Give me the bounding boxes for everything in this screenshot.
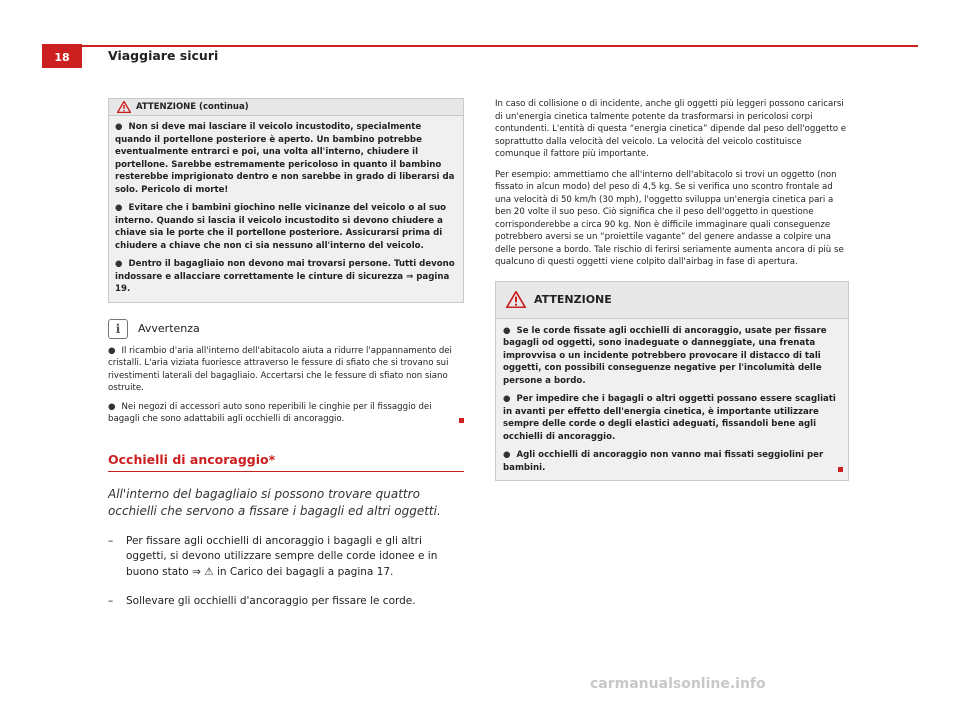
step-item: – Sollevare gli occhielli d'ancoraggio per fissare le corde. [108,594,464,610]
warning-box-continued [108,98,464,303]
section-intro: All'interno del bagagliaio si possono trovare quattro occhielli che servono a fissare i bagagli ed altri oggetti. [108,486,441,518]
note-item: ● Nei negozi di accessori auto sono reperibili le cinghie per il fissaggio dei bagagli che sono adattabili agli occhielli di ancoraggio. [108,401,464,426]
warning-box [495,281,849,482]
warning-item: ● Non si deve mai lasciare il veicolo incustodito, specialmente quando il portellone posteriore è aperto. Un bambino potrebbe eventualmente entrarci e poi, una volta all'interno, chiudere il portellone. Sarebbe estremamente pericoloso in quanto il bambino resterebbe imprigionato dentro e non sarebbe in grado di liberarsi da solo. Pericolo di morte! [115,122,455,195]
warning-triangle-icon [506,291,526,308]
body-paragraph: In caso di collisione o di incidente, anche gli oggetti più leggeri possono caricarsi di un'energia cinetica talmente potente da trasformarsi in pericolosi corpi contundenti. L'entità di questa “energia cinetica” dipende dal peso dell'oggetto e soprattutto dalla velocità del veicolo. La velocità del veicolo costituisce comunque il fattore più importante. [495,99,847,159]
warning-item: ● Agli occhielli di ancoraggio non vanno mai fissati seggiolini per bambini. [503,449,841,474]
page-title: Viaggiare sicuri [108,48,219,63]
right-column [495,98,849,481]
left-column [108,98,464,610]
warning-box-title: ATTENZIONE (continua) [136,102,249,112]
bullet-icon: ● [115,203,123,213]
bullet-icon: ● [503,325,511,336]
header-rule [42,45,918,47]
dash-marker: – [108,595,114,607]
bullet-icon: ● [108,401,116,412]
end-marker [459,418,464,423]
warning-box-body [496,319,848,481]
section-title: Occhielli di ancoraggio* [108,452,464,472]
bullet-icon: ● [115,122,123,132]
dash-marker: – [108,534,114,547]
step-item: – Per fissare agli occhielli di ancoraggio i bagagli e gli altri oggetti, si devono utilizzare sempre delle corde idonee e in buono stato ⇒ ⚠ in Carico dei bagagli a pagina 17. [108,534,464,581]
note-item: ● Il ricambio d'aria all'interno dell'abitacolo aiuta a ridurre l'appannamento dei cristalli. L'aria viziata fuoriesce attraverso le fessure di sfiato che si trovano sui rivestimenti laterali del bagagliaio. Accertarsi che le fessure di sfiato non siano ostruite. [108,345,452,393]
warning-item: ● Evitare che i bambini giochino nelle vicinanze del veicolo o al suo interno. Quando si lascia il veicolo incustodito si devono chiudere a chiave sia le porte che il portellone posteriore. Assicurarsi prima di chiudere a chiave che non ci sia nessuno all'interno del veicolo. [115,203,447,251]
bullet-icon: ● [115,259,123,269]
warning-item: ● Se le corde fissate agli occhielli di ancoraggio, usate per fissare bagagli od oggetti, sono inadeguate o danneggiate, una frenata improvvisa o un incidente potrebbero provocare il distacco di tali oggetti, con possibili conseguenze negative per l'incolumità delle persone a bordo. [503,325,827,386]
info-icon: i [108,319,128,339]
warning-triangle-icon [117,101,131,113]
end-marker [838,467,843,472]
body-paragraph: Per esempio: ammettiamo che all'interno dell'abitacolo si trovi un oggetto (non fissato in alcun modo) del peso di 4,5 kg. Se si verifica uno scontro frontale ad una velocità di 50 km/h (30 mph), l'oggetto sviluppa un'energia cinetica pari a ben 20 volte il suo peso. Ciò significa che il peso dell'oggetto in questione corrisponderebbe a circa 90 kg. Non è difficile immaginare quali conseguenze potrebbero aversi se un “proiettile vagante” del genere andasse a colpire una delle persone a bordo. Tale rischio di ferirsi seriamente aumenta ancora di più se qualcuno di questi oggetti viene colpito dall'airbag in fase di apertura. [495,169,844,267]
note-header [108,319,464,339]
warning-item: ● Dentro il bagagliaio non devono mai trovarsi persone. Tutti devono indossare e allacciare correttamente le cinture di sicurezza ⇒ pagina 19. [115,259,455,294]
bullet-icon: ● [503,394,511,404]
note-title: Avvertenza [138,322,200,335]
watermark: carmanualsonline.info [590,676,766,692]
bullet-icon: ● [108,345,116,356]
warning-box-title: ATTENZIONE [534,293,612,306]
warning-box-header [496,282,848,319]
warning-box-header [109,99,463,116]
page-number: 18 [42,44,82,68]
warning-item: ● Per impedire che i bagagli o altri oggetti possano essere scagliati in avanti per effetto dell'energia cinetica, è importante utilizzare sempre delle corde o degli elastici adeguati, fissandoli bene agli occhielli di ancoraggio. [503,394,836,442]
warning-box-body [109,116,463,302]
bullet-icon: ● [503,450,511,460]
